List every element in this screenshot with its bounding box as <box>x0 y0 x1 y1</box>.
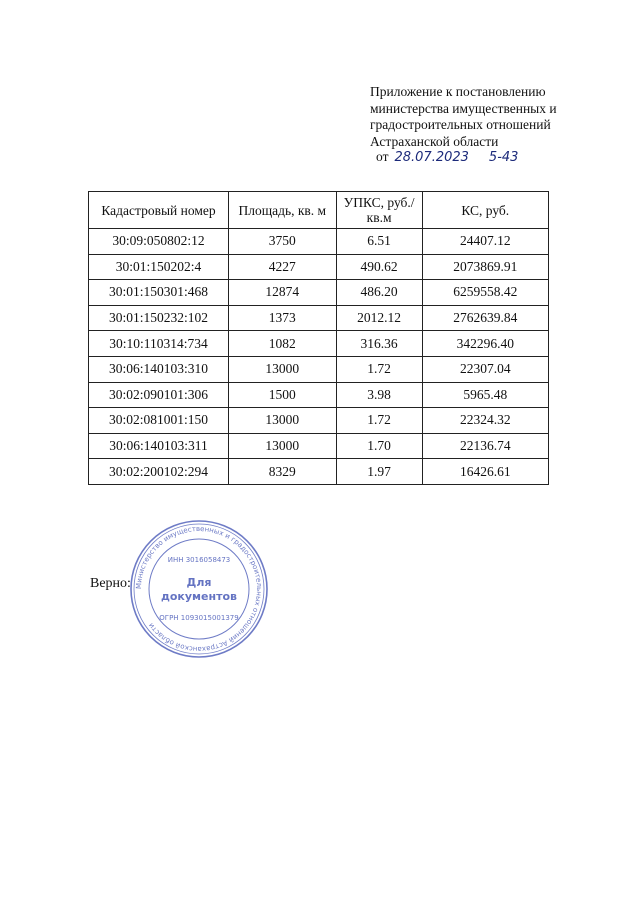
cell-cadastral-number: 30:06:140103:311 <box>89 433 229 459</box>
cell-ks: 16426.61 <box>422 459 548 485</box>
cell-ks: 6259558.42 <box>422 280 548 306</box>
table-row <box>89 280 549 306</box>
cell-ks: 22307.04 <box>422 356 548 382</box>
cell-upks: 1.72 <box>336 408 422 434</box>
cell-ks: 22324.32 <box>422 408 548 434</box>
stamp-ogrn: ОГРН 1093015001379 <box>159 614 239 622</box>
cell-cadastral-number: 30:02:200102:294 <box>89 459 229 485</box>
cell-area: 1500 <box>228 382 336 408</box>
cell-ks: 342296.40 <box>422 331 548 357</box>
cell-area: 4227 <box>228 254 336 280</box>
stamp-ring-text: Министерство имущественных и градостроительных отношений Астраханской области <box>134 524 264 654</box>
cell-ks: 24407.12 <box>422 229 548 255</box>
cell-upks: 486.20 <box>336 280 422 306</box>
table-row <box>89 382 549 408</box>
cell-upks: 490.62 <box>336 254 422 280</box>
cell-upks: 2012.12 <box>336 305 422 331</box>
table-row <box>89 305 549 331</box>
cell-upks: 316.36 <box>336 331 422 357</box>
stamp-inn: ИНН 3016058473 <box>167 556 231 564</box>
table-row <box>89 459 549 485</box>
cell-ks: 22136.74 <box>422 433 548 459</box>
handwritten-date: 28.07.2023 <box>394 150 469 165</box>
table-row <box>89 408 549 434</box>
cell-cadastral-number: 30:02:090101:306 <box>89 382 229 408</box>
cell-upks: 1.72 <box>336 356 422 382</box>
stamp-center-line-2: документов <box>160 590 238 603</box>
cell-upks: 3.98 <box>336 382 422 408</box>
date-prefix: от <box>376 149 389 164</box>
cell-cadastral-number: 30:10:110314:734 <box>89 331 229 357</box>
cell-area: 1082 <box>228 331 336 357</box>
col-header-ks: КС, руб. <box>422 192 548 229</box>
cell-cadastral-number: 30:06:140103:310 <box>89 356 229 382</box>
official-stamp <box>128 518 270 660</box>
cell-cadastral-number: 30:01:150301:468 <box>89 280 229 306</box>
header-line-1: Приложение к постановлению <box>370 84 546 99</box>
table-row <box>89 254 549 280</box>
header-line-2: министерства имущественных и <box>370 100 557 116</box>
table-row <box>89 433 549 459</box>
cell-area: 13000 <box>228 433 336 459</box>
table-row <box>89 331 549 357</box>
col-header-cadastral-number: Кадастровый номер <box>89 192 229 229</box>
cell-area: 13000 <box>228 408 336 434</box>
table-row <box>89 229 549 255</box>
cell-upks: 6.51 <box>336 229 422 255</box>
cell-area: 3750 <box>228 229 336 255</box>
cell-area: 12874 <box>228 280 336 306</box>
cell-area: 1373 <box>228 305 336 331</box>
date-line <box>370 149 620 167</box>
handwritten-number: 5-43 <box>488 150 519 165</box>
cell-upks: 1.70 <box>336 433 422 459</box>
cadastral-table <box>88 191 549 485</box>
document-header <box>370 84 620 167</box>
stamp-center-line-1: Для <box>186 576 212 589</box>
table-body <box>89 229 549 485</box>
cell-upks: 1.97 <box>336 459 422 485</box>
header-line-3: градостроительных отношений <box>370 117 551 132</box>
cell-ks: 5965.48 <box>422 382 548 408</box>
cell-area: 13000 <box>228 356 336 382</box>
verno-label: Верно: <box>90 576 131 591</box>
cell-area: 8329 <box>228 459 336 485</box>
col-header-area: Площадь, кв. м <box>228 192 336 229</box>
cell-cadastral-number: 30:01:150202:4 <box>89 254 229 280</box>
header-line-4: Астраханской области <box>370 133 499 149</box>
cell-cadastral-number: 30:01:150232:102 <box>89 305 229 331</box>
cell-ks: 2073869.91 <box>422 254 548 280</box>
table-header-row <box>89 192 549 229</box>
table-row <box>89 356 549 382</box>
cell-cadastral-number: 30:02:081001:150 <box>89 408 229 434</box>
col-header-upks: УПКС, руб./кв.м <box>336 192 422 229</box>
cell-cadastral-number: 30:09:050802:12 <box>89 229 229 255</box>
cell-ks: 2762639.84 <box>422 305 548 331</box>
